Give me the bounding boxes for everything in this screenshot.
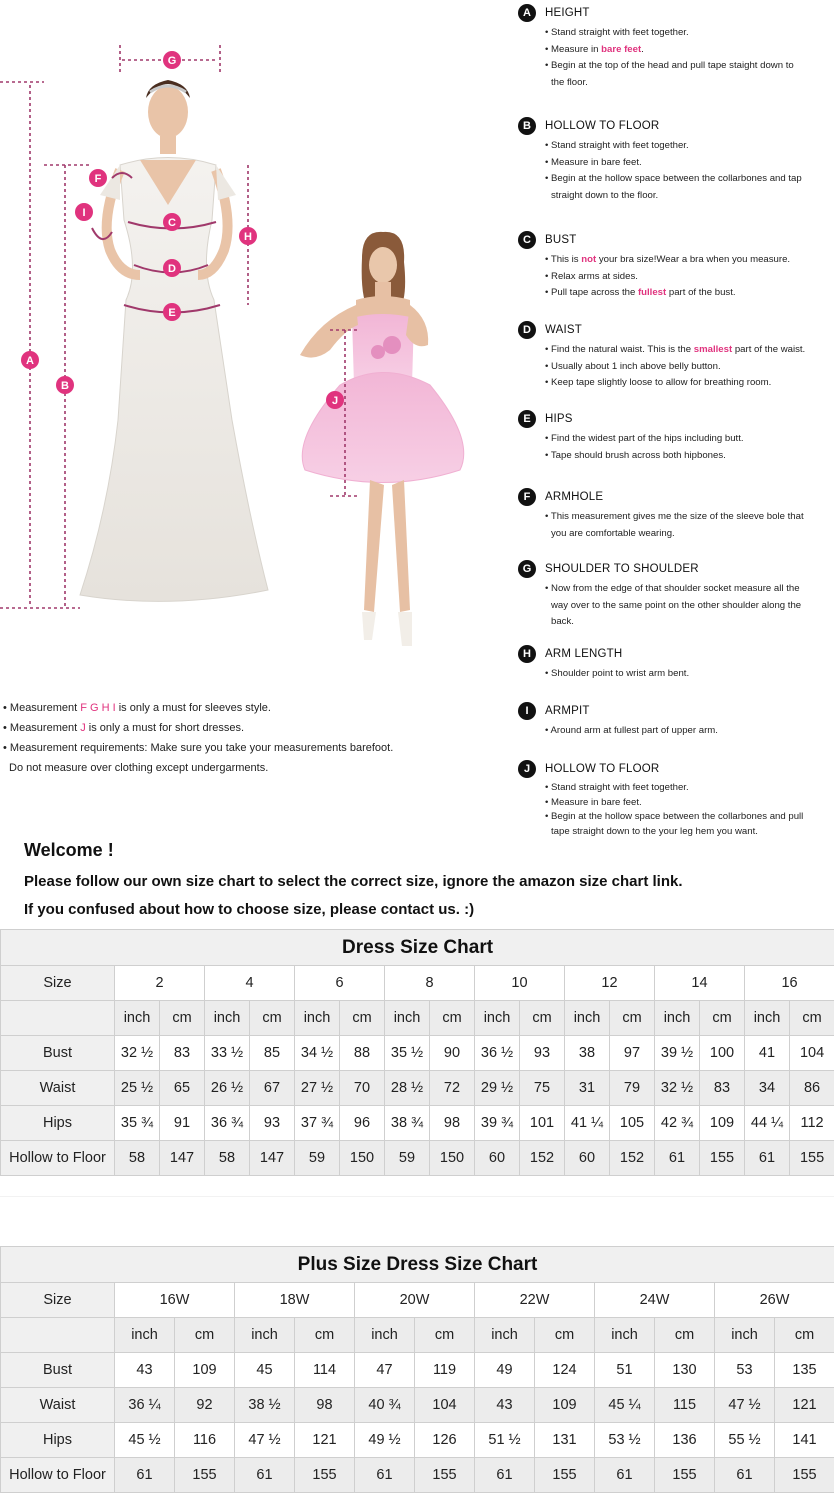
row-label: Hips — [1, 1106, 115, 1141]
table-cell: 72 — [430, 1071, 475, 1106]
letter-badge: I — [518, 702, 536, 720]
size-column-header: 14 — [655, 966, 745, 1001]
size-column-header: 2 — [115, 966, 205, 1001]
unit-cm: cm — [655, 1318, 715, 1353]
size-column-header: 8 — [385, 966, 475, 1001]
blank-cell — [1, 1001, 115, 1036]
unit-cm: cm — [790, 1001, 834, 1036]
instruction-line: you are comfortable wearing. — [551, 527, 675, 539]
instruction-waist — [518, 321, 834, 392]
instruction-line: • Now from the edge of that shoulder socket measure all the — [545, 583, 800, 594]
table-row — [1, 1036, 834, 1071]
instruction-title: ARMHOLE — [545, 491, 604, 503]
unit-inch: inch — [475, 1001, 520, 1036]
table-cell: 90 — [430, 1036, 475, 1071]
table-cell: 61 — [235, 1458, 295, 1493]
table-cell: 112 — [790, 1106, 834, 1141]
table-cell: 51 — [595, 1353, 655, 1388]
unit-inch: inch — [235, 1318, 295, 1353]
unit-cm: cm — [520, 1001, 565, 1036]
size-column-header: 16W — [115, 1283, 235, 1318]
instruction-shoulder-to-shoulder — [518, 560, 834, 631]
note-highlight: J — [80, 722, 86, 734]
marker-h-text: H — [244, 231, 252, 243]
instruction-line — [545, 342, 834, 359]
marker-j-text: J — [331, 395, 339, 407]
instruction-hollow-to-floor — [518, 117, 834, 204]
table-row — [1, 1353, 834, 1388]
instruction-title: HOLLOW TO FLOOR — [545, 763, 660, 775]
measurement-illustration — [0, 0, 500, 680]
size-column-header: 12 — [565, 966, 655, 1001]
table-cell: 155 — [175, 1458, 235, 1493]
letter-badge: J — [518, 760, 536, 778]
instruction-line: • Usually about 1 inch above belly button. — [545, 360, 721, 372]
table-cell: 136 — [655, 1423, 715, 1458]
letter-badge: G — [518, 560, 536, 578]
plus-size-chart — [0, 1246, 834, 1493]
measurement-figures — [0, 0, 500, 680]
table-cell: 34 ½ — [295, 1036, 340, 1071]
note-sleeves — [3, 700, 433, 720]
row-label: Waist — [1, 1388, 115, 1423]
unit-inch: inch — [475, 1318, 535, 1353]
note-requirements: • Measurement requirements: Make sure you take your measurements barefoot. — [3, 742, 394, 754]
table-cell: 67 — [250, 1071, 295, 1106]
table-cell: 42 ¾ — [655, 1106, 700, 1141]
unit-inch: inch — [295, 1001, 340, 1036]
table-cell: 116 — [175, 1423, 235, 1458]
table-row — [1, 1458, 834, 1493]
table-cell: 109 — [175, 1353, 235, 1388]
instruction-title: WAIST — [545, 324, 582, 336]
instruction-title: HOLLOW TO FLOOR — [545, 120, 660, 132]
row-label: Waist — [1, 1071, 115, 1106]
row-label: Hollow to Floor — [1, 1458, 115, 1493]
instruction-height — [518, 4, 834, 91]
unit-cm: cm — [160, 1001, 205, 1036]
table-cell: 55 ½ — [715, 1423, 775, 1458]
letter-badge: A — [518, 4, 536, 22]
table-cell: 104 — [790, 1036, 834, 1071]
size-column-header: 26W — [715, 1283, 834, 1318]
instruction-title: ARMPIT — [545, 705, 590, 717]
instruction-text: part of the waist. — [732, 344, 806, 355]
instruction-line — [545, 285, 834, 302]
size-column-header: 24W — [595, 1283, 715, 1318]
size-column-header: 10 — [475, 966, 565, 1001]
instruction-line: • Stand straight with feet together. — [545, 782, 689, 793]
table-cell: 86 — [790, 1071, 834, 1106]
table-row — [1, 1141, 834, 1176]
table-cell: 49 — [475, 1353, 535, 1388]
table-cell: 43 — [475, 1388, 535, 1423]
table-cell: 61 — [595, 1458, 655, 1493]
table-cell: 131 — [535, 1423, 595, 1458]
table-cell: 36 ¾ — [205, 1106, 250, 1141]
table-cell: 61 — [475, 1458, 535, 1493]
instruction-line: • Shoulder point to wrist arm bent. — [545, 668, 690, 679]
table-cell: 130 — [655, 1353, 715, 1388]
unit-cm: cm — [175, 1318, 235, 1353]
row-label: Bust — [1, 1353, 115, 1388]
unit-inch: inch — [115, 1318, 175, 1353]
table-cell: 70 — [340, 1071, 385, 1106]
instruction-text: • Pull tape across the — [545, 287, 638, 298]
welcome-line-contact: If you confused about how to choose size, please contact us. :) — [24, 901, 475, 918]
table-cell: 36 ¼ — [115, 1388, 175, 1423]
table-cell: 58 — [205, 1141, 250, 1176]
table-cell: 61 — [355, 1458, 415, 1493]
instruction-title: ARM LENGTH — [545, 648, 623, 660]
unit-cm: cm — [415, 1318, 475, 1353]
instruction-line: • Around arm at fullest part of upper arm. — [545, 725, 718, 736]
instruction-title: HIPS — [545, 413, 573, 425]
table-cell: 150 — [340, 1141, 385, 1176]
table-row — [1, 1388, 834, 1423]
unit-cm: cm — [430, 1001, 475, 1036]
table-cell: 98 — [430, 1106, 475, 1141]
table-cell: 58 — [115, 1141, 160, 1176]
size-column-header: 4 — [205, 966, 295, 1001]
instruction-hollow-to-floor-short — [518, 760, 834, 839]
table-cell: 109 — [700, 1106, 745, 1141]
table-cell: 124 — [535, 1353, 595, 1388]
table-cell: 155 — [295, 1458, 355, 1493]
marker-b-text: B — [61, 380, 69, 392]
table-cell: 104 — [415, 1388, 475, 1423]
unit-cm: cm — [340, 1001, 385, 1036]
instruction-line: • Measure in bare feet. — [545, 156, 642, 168]
instruction-text: • Find the natural waist. This is the — [545, 344, 694, 355]
table-cell: 34 — [745, 1071, 790, 1106]
size-column-header: 22W — [475, 1283, 595, 1318]
welcome-title: Welcome ! — [24, 840, 114, 860]
measurement-notes — [3, 700, 433, 780]
instruction-text: . — [641, 43, 644, 55]
note-text: • Measurement — [3, 702, 81, 714]
row-label: Hollow to Floor — [1, 1141, 115, 1176]
table-cell: 29 ½ — [475, 1071, 520, 1106]
table-cell: 98 — [295, 1388, 355, 1423]
size-column-header: 6 — [295, 966, 385, 1001]
table-cell: 83 — [160, 1036, 205, 1071]
table-cell: 155 — [415, 1458, 475, 1493]
marker-g-text: G — [167, 55, 177, 67]
instruction-line: • Begin at the hollow space between the collarbones and pull — [545, 811, 804, 823]
dress-size-table — [0, 929, 834, 1176]
instruction-line: • Stand straight with feet together. — [545, 27, 689, 38]
unit-inch: inch — [595, 1318, 655, 1353]
row-label: Bust — [1, 1036, 115, 1071]
table-cell: 135 — [775, 1353, 834, 1388]
table-cell: 119 — [415, 1353, 475, 1388]
instruction-line: straight down to the floor. — [551, 189, 659, 201]
instruction-highlight: smallest — [693, 344, 733, 355]
instruction-line: • Keep tape slightly loose to allow for breathing room. — [545, 377, 772, 388]
table-cell: 45 ½ — [115, 1423, 175, 1458]
instruction-highlight: fullest — [637, 287, 667, 298]
table-cell: 61 — [115, 1458, 175, 1493]
unit-inch: inch — [655, 1001, 700, 1036]
table-cell: 38 — [565, 1036, 610, 1071]
welcome-section — [24, 840, 824, 924]
table-cell: 60 — [565, 1141, 610, 1176]
table-cell: 31 — [565, 1071, 610, 1106]
dress-size-chart — [0, 929, 834, 1176]
note-short-dresses — [3, 720, 433, 740]
table-cell: 28 ½ — [385, 1071, 430, 1106]
instruction-highlight: bare feet — [601, 43, 642, 55]
note-text: is only a must for short dresses. — [85, 722, 245, 734]
table-cell: 47 — [355, 1353, 415, 1388]
table-cell: 83 — [700, 1071, 745, 1106]
marker-f-text: F — [94, 173, 102, 185]
table-cell: 152 — [520, 1141, 565, 1176]
girl-figure — [300, 232, 464, 646]
table-cell: 126 — [415, 1423, 475, 1458]
table-cell: 45 ¼ — [595, 1388, 655, 1423]
marker-a-text: A — [26, 355, 34, 367]
unit-cm: cm — [700, 1001, 745, 1036]
table-cell: 53 — [715, 1353, 775, 1388]
table-cell: 152 — [610, 1141, 655, 1176]
table-cell: 37 ¾ — [295, 1106, 340, 1141]
plus-size-table — [0, 1246, 834, 1493]
table-row — [1, 1071, 834, 1106]
table-cell: 147 — [250, 1141, 295, 1176]
instruction-line: • Begin at the top of the head and pull tape staight down to — [545, 60, 794, 71]
table-row — [1, 1106, 834, 1141]
row-label: Hips — [1, 1423, 115, 1458]
table-cell: 96 — [340, 1106, 385, 1141]
blank-cell — [1, 1318, 115, 1353]
letter-badge: H — [518, 645, 536, 663]
table-cell: 79 — [610, 1071, 655, 1106]
table-cell: 91 — [160, 1106, 205, 1141]
unit-inch: inch — [565, 1001, 610, 1036]
chart-title: Plus Size Dress Size Chart — [1, 1247, 834, 1283]
table-cell: 150 — [430, 1141, 475, 1176]
instruction-line: way over to the same point on the other shoulder along the — [551, 599, 802, 611]
table-cell: 47 ½ — [715, 1388, 775, 1423]
table-cell: 35 ½ — [385, 1036, 430, 1071]
table-cell: 121 — [775, 1388, 834, 1423]
instruction-title: HEIGHT — [545, 7, 590, 19]
size-header: Size — [1, 1283, 115, 1318]
table-cell: 121 — [295, 1423, 355, 1458]
table-cell: 109 — [535, 1388, 595, 1423]
marker-e-text: E — [168, 307, 176, 319]
table-cell: 88 — [340, 1036, 385, 1071]
table-cell: 36 ½ — [475, 1036, 520, 1071]
unit-cm: cm — [295, 1318, 355, 1353]
instruction-line: • Stand straight with feet together. — [545, 140, 689, 151]
table-cell: 100 — [700, 1036, 745, 1071]
unit-inch: inch — [745, 1001, 790, 1036]
table-cell: 105 — [610, 1106, 655, 1141]
table-cell: 43 — [115, 1353, 175, 1388]
instruction-line: • Find the widest part of the hips including butt. — [545, 433, 744, 444]
unit-inch: inch — [385, 1001, 430, 1036]
table-cell: 114 — [295, 1353, 355, 1388]
letter-badge: F — [518, 488, 536, 506]
table-cell: 101 — [520, 1106, 565, 1141]
table-cell: 39 ¾ — [475, 1106, 520, 1141]
table-cell: 35 ¾ — [115, 1106, 160, 1141]
table-cell: 38 ¾ — [385, 1106, 430, 1141]
unit-cm: cm — [535, 1318, 595, 1353]
instruction-line: • Begin at the hollow space between the collarbones and tap — [545, 173, 802, 184]
size-column-header: 16 — [745, 966, 834, 1001]
instruction-line: • Measure in bare feet. — [545, 796, 642, 808]
table-cell: 93 — [250, 1106, 295, 1141]
bride-figure — [80, 80, 268, 601]
marker-i-text: I — [82, 207, 86, 219]
instruction-highlight: not — [581, 254, 597, 265]
table-cell: 60 — [475, 1141, 520, 1176]
table-cell: 33 ½ — [205, 1036, 250, 1071]
instruction-text: your bra size!Wear a bra when you measure. — [596, 254, 791, 265]
table-cell: 41 — [745, 1036, 790, 1071]
note-text: • Measurement — [3, 722, 81, 734]
note-undergarments: Do not measure over clothing except undergarments. — [9, 762, 269, 774]
unit-inch: inch — [115, 1001, 160, 1036]
letter-badge: E — [518, 410, 536, 428]
table-cell: 27 ½ — [295, 1071, 340, 1106]
instruction-line: back. — [551, 616, 574, 627]
instruction-armpit — [518, 702, 834, 740]
instruction-line: tape straight down to the your leg hem you want. — [551, 825, 758, 837]
letter-badge: B — [518, 117, 536, 135]
table-cell: 41 ¼ — [565, 1106, 610, 1141]
instruction-text: • Measure in — [545, 43, 602, 55]
table-cell: 53 ½ — [595, 1423, 655, 1458]
unit-inch: inch — [715, 1318, 775, 1353]
table-cell: 44 ¼ — [745, 1106, 790, 1141]
table-cell: 93 — [520, 1036, 565, 1071]
table-cell: 141 — [775, 1423, 834, 1458]
table-cell: 45 — [235, 1353, 295, 1388]
instruction-arm-length — [518, 645, 834, 683]
welcome-line-size-chart: Please follow our own size chart to select the correct size, ignore the amazon size chart link. — [24, 873, 683, 890]
table-cell: 85 — [250, 1036, 295, 1071]
size-column-header: 18W — [235, 1283, 355, 1318]
table-cell: 155 — [655, 1458, 715, 1493]
table-cell: 39 ½ — [655, 1036, 700, 1071]
table-cell: 49 ½ — [355, 1423, 415, 1458]
instruction-armhole — [518, 488, 834, 542]
table-cell: 92 — [175, 1388, 235, 1423]
table-cell: 97 — [610, 1036, 655, 1071]
unit-cm: cm — [610, 1001, 655, 1036]
instruction-title: BUST — [545, 234, 577, 246]
table-cell: 51 ½ — [475, 1423, 535, 1458]
table-cell: 155 — [535, 1458, 595, 1493]
unit-cm: cm — [775, 1318, 834, 1353]
chart-title: Dress Size Chart — [1, 930, 834, 966]
instruction-line: the floor. — [551, 76, 588, 88]
instruction-line: • Tape should brush across both hipbones. — [545, 449, 726, 461]
instruction-text: part of the bust. — [666, 287, 736, 298]
table-cell: 38 ½ — [235, 1388, 295, 1423]
instruction-line — [545, 42, 834, 59]
letter-badge: D — [518, 321, 536, 339]
table-cell: 47 ½ — [235, 1423, 295, 1458]
section-divider — [0, 1196, 834, 1197]
letter-badge: C — [518, 231, 536, 249]
instruction-hips — [518, 410, 834, 464]
table-cell: 32 ½ — [115, 1036, 160, 1071]
table-cell: 40 ¾ — [355, 1388, 415, 1423]
marker-c-text: C — [168, 217, 176, 229]
table-cell: 155 — [700, 1141, 745, 1176]
instruction-bust — [518, 231, 834, 302]
table-cell: 75 — [520, 1071, 565, 1106]
table-cell: 59 — [295, 1141, 340, 1176]
table-cell: 61 — [655, 1141, 700, 1176]
instruction-line: • This measurement gives me the size of the sleeve bole that — [545, 511, 804, 522]
unit-inch: inch — [355, 1318, 415, 1353]
table-cell: 155 — [775, 1458, 834, 1493]
table-cell: 26 ½ — [205, 1071, 250, 1106]
table-cell: 155 — [790, 1141, 834, 1176]
marker-d-text: D — [168, 263, 176, 275]
table-cell: 32 ½ — [655, 1071, 700, 1106]
table-cell: 61 — [715, 1458, 775, 1493]
table-cell: 59 — [385, 1141, 430, 1176]
table-cell: 61 — [745, 1141, 790, 1176]
unit-inch: inch — [205, 1001, 250, 1036]
instruction-line: • Relax arms at sides. — [545, 270, 638, 282]
note-text: is only a must for sleeves style. — [115, 702, 271, 714]
table-row — [1, 1423, 834, 1458]
size-header: Size — [1, 966, 115, 1001]
table-cell: 65 — [160, 1071, 205, 1106]
unit-cm: cm — [250, 1001, 295, 1036]
table-cell: 25 ½ — [115, 1071, 160, 1106]
instruction-text: • This is — [545, 254, 582, 265]
table-cell: 115 — [655, 1388, 715, 1423]
note-highlight: F G H I — [80, 702, 116, 714]
instruction-line — [545, 252, 834, 269]
instruction-title: SHOULDER TO SHOULDER — [545, 563, 699, 575]
size-column-header: 20W — [355, 1283, 475, 1318]
table-cell: 147 — [160, 1141, 205, 1176]
